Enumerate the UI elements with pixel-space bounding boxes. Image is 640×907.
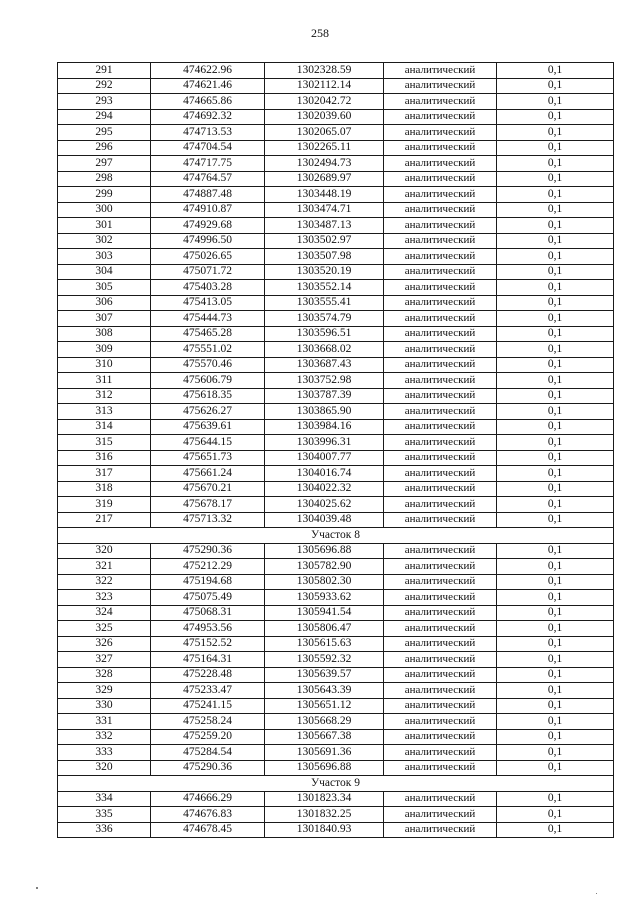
x-coordinate-cell: 475639.61 [151, 419, 265, 435]
accuracy-cell: 0,1 [497, 125, 614, 141]
point-number-cell: 306 [58, 295, 151, 311]
x-coordinate-cell: 474910.87 [151, 202, 265, 218]
accuracy-cell: 0,1 [497, 295, 614, 311]
table-row [58, 171, 614, 187]
x-coordinate-cell: 475259.20 [151, 729, 265, 745]
table-row [58, 125, 614, 141]
accuracy-cell: 0,1 [497, 94, 614, 110]
x-coordinate-cell: 474621.46 [151, 78, 265, 94]
y-coordinate-cell: 1303520.19 [265, 264, 384, 280]
point-number-cell: 302 [58, 233, 151, 249]
accuracy-cell: 0,1 [497, 450, 614, 466]
y-coordinate-cell: 1304022.32 [265, 481, 384, 497]
point-number-cell: 327 [58, 652, 151, 668]
point-number-cell: 298 [58, 171, 151, 187]
table-row [58, 280, 614, 296]
x-coordinate-cell: 475258.24 [151, 714, 265, 730]
table-row [58, 466, 614, 482]
table-row [58, 156, 614, 172]
accuracy-cell: 0,1 [497, 419, 614, 435]
point-number-cell: 300 [58, 202, 151, 218]
point-number-cell: 293 [58, 94, 151, 110]
table-row [58, 636, 614, 652]
y-coordinate-cell: 1305802.30 [265, 574, 384, 590]
point-number-cell: 322 [58, 574, 151, 590]
table-row [58, 791, 614, 807]
x-coordinate-cell: 475212.29 [151, 559, 265, 575]
y-coordinate-cell: 1303668.02 [265, 342, 384, 358]
method-cell: аналитический [384, 311, 497, 327]
y-coordinate-cell: 1305615.63 [265, 636, 384, 652]
point-number-cell: 299 [58, 187, 151, 203]
y-coordinate-cell: 1303996.31 [265, 435, 384, 451]
x-coordinate-cell: 474622.96 [151, 63, 265, 79]
table-row [58, 264, 614, 280]
point-number-cell: 330 [58, 698, 151, 714]
method-cell: аналитический [384, 202, 497, 218]
y-coordinate-cell: 1303574.79 [265, 311, 384, 327]
method-cell: аналитический [384, 404, 497, 420]
table-row [58, 295, 614, 311]
x-coordinate-cell: 475618.35 [151, 388, 265, 404]
x-coordinate-cell: 475670.21 [151, 481, 265, 497]
method-cell: аналитический [384, 807, 497, 823]
table-row [58, 249, 614, 265]
method-cell: аналитический [384, 559, 497, 575]
point-number-cell: 335 [58, 807, 151, 823]
point-number-cell: 332 [58, 729, 151, 745]
x-coordinate-cell: 475644.15 [151, 435, 265, 451]
point-number-cell: 320 [58, 543, 151, 559]
method-cell: аналитический [384, 652, 497, 668]
point-number-cell: 317 [58, 466, 151, 482]
accuracy-cell: 0,1 [497, 466, 614, 482]
y-coordinate-cell: 1303865.90 [265, 404, 384, 420]
table-row [58, 590, 614, 606]
x-coordinate-cell: 475241.15 [151, 698, 265, 714]
y-coordinate-cell: 1302689.97 [265, 171, 384, 187]
y-coordinate-cell: 1305941.54 [265, 605, 384, 621]
table-row [58, 760, 614, 776]
table-row [58, 404, 614, 420]
x-coordinate-cell: 474713.53 [151, 125, 265, 141]
x-coordinate-cell: 474666.29 [151, 791, 265, 807]
method-cell: аналитический [384, 109, 497, 125]
y-coordinate-cell: 1301832.25 [265, 807, 384, 823]
point-number-cell: 315 [58, 435, 151, 451]
method-cell: аналитический [384, 388, 497, 404]
point-number-cell: 331 [58, 714, 151, 730]
table-row [58, 388, 614, 404]
x-coordinate-cell: 474717.75 [151, 156, 265, 172]
section-header-row [58, 776, 614, 792]
point-number-cell: 217 [58, 512, 151, 528]
table-row [58, 450, 614, 466]
y-coordinate-cell: 1305639.57 [265, 667, 384, 683]
point-number-cell: 307 [58, 311, 151, 327]
table-row [58, 714, 614, 730]
x-coordinate-cell: 474676.83 [151, 807, 265, 823]
y-coordinate-cell: 1305696.88 [265, 760, 384, 776]
method-cell: аналитический [384, 822, 497, 838]
x-coordinate-cell: 475075.49 [151, 590, 265, 606]
point-number-cell: 309 [58, 342, 151, 358]
table-row [58, 512, 614, 528]
x-coordinate-cell: 474929.68 [151, 218, 265, 234]
accuracy-cell: 0,1 [497, 559, 614, 575]
y-coordinate-cell: 1301840.93 [265, 822, 384, 838]
point-number-cell: 304 [58, 264, 151, 280]
table-row [58, 187, 614, 203]
y-coordinate-cell: 1303474.71 [265, 202, 384, 218]
accuracy-cell: 0,1 [497, 388, 614, 404]
method-cell: аналитический [384, 78, 497, 94]
section-header-row [58, 528, 614, 544]
point-number-cell: 312 [58, 388, 151, 404]
x-coordinate-cell: 474678.45 [151, 822, 265, 838]
x-coordinate-cell: 475290.36 [151, 543, 265, 559]
point-number-cell: 324 [58, 605, 151, 621]
x-coordinate-cell: 474953.56 [151, 621, 265, 637]
x-coordinate-cell: 475403.28 [151, 280, 265, 296]
table-row [58, 574, 614, 590]
y-coordinate-cell: 1304016.74 [265, 466, 384, 482]
accuracy-cell: 0,1 [497, 667, 614, 683]
y-coordinate-cell: 1303507.98 [265, 249, 384, 265]
section-title: Участок 8 [58, 528, 614, 544]
method-cell: аналитический [384, 481, 497, 497]
y-coordinate-cell: 1302328.59 [265, 63, 384, 79]
point-number-cell: 316 [58, 450, 151, 466]
table-row [58, 326, 614, 342]
y-coordinate-cell: 1305782.90 [265, 559, 384, 575]
method-cell: аналитический [384, 326, 497, 342]
point-number-cell: 294 [58, 109, 151, 125]
point-number-cell: 305 [58, 280, 151, 296]
accuracy-cell: 0,1 [497, 357, 614, 373]
point-number-cell: 320 [58, 760, 151, 776]
page-number: 258 [311, 26, 329, 40]
accuracy-cell: 0,1 [497, 311, 614, 327]
accuracy-cell: 0,1 [497, 574, 614, 590]
x-coordinate-cell: 475661.24 [151, 466, 265, 482]
method-cell: аналитический [384, 745, 497, 761]
point-number-cell: 308 [58, 326, 151, 342]
accuracy-cell: 0,1 [497, 760, 614, 776]
table-row [58, 78, 614, 94]
method-cell: аналитический [384, 683, 497, 699]
table-row [58, 342, 614, 358]
accuracy-cell: 0,1 [497, 404, 614, 420]
accuracy-cell: 0,1 [497, 264, 614, 280]
y-coordinate-cell: 1305592.32 [265, 652, 384, 668]
method-cell: аналитический [384, 621, 497, 637]
x-coordinate-cell: 475194.68 [151, 574, 265, 590]
table-row [58, 822, 614, 838]
point-number-cell: 303 [58, 249, 151, 265]
point-number-cell: 323 [58, 590, 151, 606]
table-row [58, 667, 614, 683]
x-coordinate-cell: 475651.73 [151, 450, 265, 466]
y-coordinate-cell: 1301823.34 [265, 791, 384, 807]
method-cell: аналитический [384, 233, 497, 249]
x-coordinate-cell: 475678.17 [151, 497, 265, 513]
y-coordinate-cell: 1302265.11 [265, 140, 384, 156]
accuracy-cell: 0,1 [497, 698, 614, 714]
method-cell: аналитический [384, 140, 497, 156]
accuracy-cell: 0,1 [497, 156, 614, 172]
y-coordinate-cell: 1304007.77 [265, 450, 384, 466]
x-coordinate-cell: 475233.47 [151, 683, 265, 699]
y-coordinate-cell: 1303555.41 [265, 295, 384, 311]
accuracy-cell: 0,1 [497, 822, 614, 838]
table-row [58, 745, 614, 761]
x-coordinate-cell: 475551.02 [151, 342, 265, 358]
accuracy-cell: 0,1 [497, 63, 614, 79]
x-coordinate-cell: 475290.36 [151, 760, 265, 776]
accuracy-cell: 0,1 [497, 218, 614, 234]
method-cell: аналитический [384, 605, 497, 621]
y-coordinate-cell: 1303984.16 [265, 419, 384, 435]
point-number-cell: 292 [58, 78, 151, 94]
scan-speck [596, 893, 597, 894]
accuracy-cell: 0,1 [497, 683, 614, 699]
point-number-cell: 319 [58, 497, 151, 513]
x-coordinate-cell: 474692.32 [151, 109, 265, 125]
method-cell: аналитический [384, 636, 497, 652]
method-cell: аналитический [384, 435, 497, 451]
method-cell: аналитический [384, 574, 497, 590]
accuracy-cell: 0,1 [497, 621, 614, 637]
y-coordinate-cell: 1304025.62 [265, 497, 384, 513]
accuracy-cell: 0,1 [497, 373, 614, 389]
point-number-cell: 311 [58, 373, 151, 389]
accuracy-cell: 0,1 [497, 590, 614, 606]
x-coordinate-cell: 474887.48 [151, 187, 265, 203]
table-row [58, 605, 614, 621]
method-cell: аналитический [384, 714, 497, 730]
point-number-cell: 334 [58, 791, 151, 807]
y-coordinate-cell: 1305668.29 [265, 714, 384, 730]
accuracy-cell: 0,1 [497, 791, 614, 807]
table-row [58, 652, 614, 668]
accuracy-cell: 0,1 [497, 109, 614, 125]
point-number-cell: 321 [58, 559, 151, 575]
y-coordinate-cell: 1305667.38 [265, 729, 384, 745]
table-row [58, 419, 614, 435]
accuracy-cell: 0,1 [497, 714, 614, 730]
x-coordinate-cell: 474704.54 [151, 140, 265, 156]
accuracy-cell: 0,1 [497, 807, 614, 823]
x-coordinate-cell: 475570.46 [151, 357, 265, 373]
method-cell: аналитический [384, 450, 497, 466]
method-cell: аналитический [384, 218, 497, 234]
accuracy-cell: 0,1 [497, 140, 614, 156]
table-row [58, 109, 614, 125]
table-row [58, 218, 614, 234]
point-number-cell: 329 [58, 683, 151, 699]
method-cell: аналитический [384, 94, 497, 110]
table-row [58, 202, 614, 218]
table-row [58, 621, 614, 637]
section-title: Участок 9 [58, 776, 614, 792]
y-coordinate-cell: 1302112.14 [265, 78, 384, 94]
accuracy-cell: 0,1 [497, 342, 614, 358]
accuracy-cell: 0,1 [497, 729, 614, 745]
accuracy-cell: 0,1 [497, 233, 614, 249]
accuracy-cell: 0,1 [497, 435, 614, 451]
accuracy-cell: 0,1 [497, 497, 614, 513]
method-cell: аналитический [384, 125, 497, 141]
y-coordinate-cell: 1303787.39 [265, 388, 384, 404]
table-row [58, 373, 614, 389]
y-coordinate-cell: 1305691.36 [265, 745, 384, 761]
point-number-cell: 313 [58, 404, 151, 420]
table-row [58, 94, 614, 110]
method-cell: аналитический [384, 760, 497, 776]
x-coordinate-cell: 475444.73 [151, 311, 265, 327]
table-row [58, 63, 614, 79]
x-coordinate-cell: 474665.86 [151, 94, 265, 110]
method-cell: аналитический [384, 543, 497, 559]
accuracy-cell: 0,1 [497, 280, 614, 296]
y-coordinate-cell: 1304039.48 [265, 512, 384, 528]
coordinates-table [57, 62, 614, 838]
table-row [58, 311, 614, 327]
point-number-cell: 297 [58, 156, 151, 172]
y-coordinate-cell: 1303448.19 [265, 187, 384, 203]
y-coordinate-cell: 1305696.88 [265, 543, 384, 559]
accuracy-cell: 0,1 [497, 652, 614, 668]
coordinates-table-container [57, 62, 613, 838]
y-coordinate-cell: 1303502.97 [265, 233, 384, 249]
x-coordinate-cell: 475626.27 [151, 404, 265, 420]
table-row [58, 497, 614, 513]
method-cell: аналитический [384, 419, 497, 435]
y-coordinate-cell: 1305651.12 [265, 698, 384, 714]
accuracy-cell: 0,1 [497, 78, 614, 94]
y-coordinate-cell: 1305643.39 [265, 683, 384, 699]
point-number-cell: 314 [58, 419, 151, 435]
table-row [58, 698, 614, 714]
y-coordinate-cell: 1303596.51 [265, 326, 384, 342]
method-cell: аналитический [384, 342, 497, 358]
method-cell: аналитический [384, 590, 497, 606]
accuracy-cell: 0,1 [497, 543, 614, 559]
method-cell: аналитический [384, 249, 497, 265]
method-cell: аналитический [384, 466, 497, 482]
point-number-cell: 318 [58, 481, 151, 497]
y-coordinate-cell: 1303487.13 [265, 218, 384, 234]
x-coordinate-cell: 475413.05 [151, 295, 265, 311]
table-row [58, 140, 614, 156]
y-coordinate-cell: 1302042.72 [265, 94, 384, 110]
method-cell: аналитический [384, 729, 497, 745]
table-row [58, 807, 614, 823]
method-cell: аналитический [384, 497, 497, 513]
x-coordinate-cell: 475465.28 [151, 326, 265, 342]
point-number-cell: 328 [58, 667, 151, 683]
accuracy-cell: 0,1 [497, 249, 614, 265]
table-row [58, 357, 614, 373]
method-cell: аналитический [384, 295, 497, 311]
method-cell: аналитический [384, 667, 497, 683]
x-coordinate-cell: 475068.31 [151, 605, 265, 621]
point-number-cell: 310 [58, 357, 151, 373]
point-number-cell: 336 [58, 822, 151, 838]
y-coordinate-cell: 1303552.14 [265, 280, 384, 296]
method-cell: аналитический [384, 156, 497, 172]
y-coordinate-cell: 1305933.62 [265, 590, 384, 606]
x-coordinate-cell: 475152.52 [151, 636, 265, 652]
point-number-cell: 295 [58, 125, 151, 141]
accuracy-cell: 0,1 [497, 187, 614, 203]
method-cell: аналитический [384, 187, 497, 203]
point-number-cell: 301 [58, 218, 151, 234]
x-coordinate-cell: 475284.54 [151, 745, 265, 761]
x-coordinate-cell: 474764.57 [151, 171, 265, 187]
point-number-cell: 291 [58, 63, 151, 79]
table-row [58, 435, 614, 451]
accuracy-cell: 0,1 [497, 326, 614, 342]
x-coordinate-cell: 475228.48 [151, 667, 265, 683]
accuracy-cell: 0,1 [497, 605, 614, 621]
method-cell: аналитический [384, 171, 497, 187]
y-coordinate-cell: 1302039.60 [265, 109, 384, 125]
x-coordinate-cell: 474996.50 [151, 233, 265, 249]
method-cell: аналитический [384, 357, 497, 373]
coordinates-table-body [58, 63, 614, 838]
x-coordinate-cell: 475026.65 [151, 249, 265, 265]
table-row [58, 683, 614, 699]
table-row [58, 559, 614, 575]
x-coordinate-cell: 475071.72 [151, 264, 265, 280]
accuracy-cell: 0,1 [497, 636, 614, 652]
method-cell: аналитический [384, 63, 497, 79]
y-coordinate-cell: 1303687.43 [265, 357, 384, 373]
accuracy-cell: 0,1 [497, 202, 614, 218]
y-coordinate-cell: 1305806.47 [265, 621, 384, 637]
y-coordinate-cell: 1302065.07 [265, 125, 384, 141]
accuracy-cell: 0,1 [497, 171, 614, 187]
y-coordinate-cell: 1303752.98 [265, 373, 384, 389]
method-cell: аналитический [384, 280, 497, 296]
x-coordinate-cell: 475713.32 [151, 512, 265, 528]
accuracy-cell: 0,1 [497, 745, 614, 761]
table-row [58, 729, 614, 745]
point-number-cell: 333 [58, 745, 151, 761]
method-cell: аналитический [384, 791, 497, 807]
method-cell: аналитический [384, 264, 497, 280]
method-cell: аналитический [384, 698, 497, 714]
scan-speck [36, 887, 38, 889]
point-number-cell: 296 [58, 140, 151, 156]
point-number-cell: 326 [58, 636, 151, 652]
table-row [58, 233, 614, 249]
method-cell: аналитический [384, 373, 497, 389]
method-cell: аналитический [384, 512, 497, 528]
table-row [58, 543, 614, 559]
x-coordinate-cell: 475606.79 [151, 373, 265, 389]
point-number-cell: 325 [58, 621, 151, 637]
table-row [58, 481, 614, 497]
y-coordinate-cell: 1302494.73 [265, 156, 384, 172]
accuracy-cell: 0,1 [497, 481, 614, 497]
x-coordinate-cell: 475164.31 [151, 652, 265, 668]
accuracy-cell: 0,1 [497, 512, 614, 528]
